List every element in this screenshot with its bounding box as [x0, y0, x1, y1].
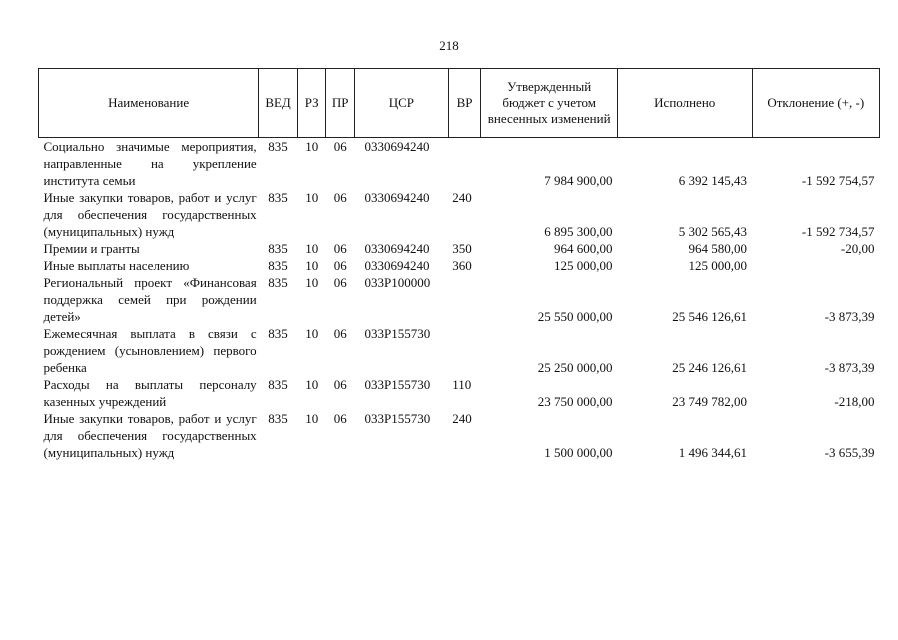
row-ved: 835 — [268, 241, 288, 256]
row-ved: 835 — [268, 139, 288, 154]
row-executed: 5 302 565,43 — [678, 224, 748, 239]
budget-table — [38, 68, 880, 461]
row-csr: 033P155730 — [364, 377, 431, 392]
table-row — [39, 325, 880, 376]
header-deviation: Отклонение (+, -) — [752, 69, 879, 138]
header-name: Наименование — [39, 69, 259, 138]
row-pr: 06 — [333, 190, 347, 205]
page-number: 218 — [439, 38, 459, 53]
row-vr: 360 — [452, 258, 472, 273]
table-row — [39, 189, 880, 240]
row-deviation: -3 873,39 — [824, 360, 875, 375]
row-vr — [448, 138, 481, 190]
row-vr: 110 — [452, 377, 472, 392]
row-pr: 06 — [333, 326, 347, 341]
row-name: Региональный проект «Финансовая поддержка семей при рождении детей» — [43, 275, 257, 324]
row-name: Ежемесячная выплата в связи с рождением (усыновлением) первого ребенка — [43, 326, 257, 375]
row-deviation: -3 655,39 — [824, 445, 875, 460]
row-executed: 964 580,00 — [688, 241, 748, 256]
row-ved: 835 — [268, 377, 288, 392]
row-vr: 240 — [452, 190, 472, 205]
table-row — [39, 257, 880, 274]
row-budget: 1 500 000,00 — [544, 445, 613, 460]
row-vr — [448, 274, 481, 325]
row-csr: 0330694240 — [364, 241, 430, 256]
row-ved: 835 — [268, 411, 288, 426]
header-budget: Утвержденный бюджет с учетом внесенных изменений — [481, 69, 618, 138]
row-pr: 06 — [333, 258, 347, 273]
row-budget: 964 600,00 — [553, 241, 613, 256]
row-deviation — [752, 257, 879, 274]
row-csr: 0330694240 — [364, 258, 430, 273]
row-deviation: -218,00 — [834, 394, 875, 409]
row-csr: 033P100000 — [364, 275, 431, 290]
row-executed: 23 749 782,00 — [672, 394, 748, 409]
table-row — [39, 410, 880, 461]
row-budget: 25 550 000,00 — [537, 309, 613, 324]
row-rz: 10 — [305, 190, 319, 205]
row-csr: 0330694240 — [364, 139, 430, 154]
row-executed: 25 246 126,61 — [672, 360, 748, 375]
row-executed: 125 000,00 — [688, 258, 748, 273]
row-name: Иные закупки товаров, работ и услуг для обеспечения государственных (муниципальных) нужд — [43, 190, 257, 239]
row-ved: 835 — [268, 190, 288, 205]
row-vr: 350 — [452, 241, 472, 256]
row-budget: 23 750 000,00 — [537, 394, 613, 409]
header-rz: РЗ — [297, 69, 326, 138]
row-deviation: -3 873,39 — [824, 309, 875, 324]
row-deviation: -1 592 754,57 — [801, 173, 875, 188]
row-name: Социально значимые мероприятия, направленные на укрепление института семьи — [43, 139, 257, 188]
table-row — [39, 274, 880, 325]
row-executed: 6 392 145,43 — [678, 173, 748, 188]
row-rz: 10 — [305, 241, 319, 256]
table-header-row — [39, 69, 880, 138]
row-budget: 25 250 000,00 — [537, 360, 613, 375]
row-csr: 033P155730 — [364, 326, 431, 341]
row-vr: 240 — [452, 411, 472, 426]
table-row — [39, 138, 880, 190]
header-pr: ПР — [326, 69, 355, 138]
header-ved: ВЕД — [259, 69, 298, 138]
row-budget: 125 000,00 — [553, 258, 613, 273]
header-executed: Исполнено — [617, 69, 752, 138]
row-ved: 835 — [268, 326, 288, 341]
row-ved: 835 — [268, 275, 288, 290]
row-executed: 1 496 344,61 — [678, 445, 748, 460]
row-budget: 7 984 900,00 — [544, 173, 613, 188]
row-ved: 835 — [268, 258, 288, 273]
row-name: Расходы на выплаты персоналу казенных учреждений — [43, 377, 257, 409]
table-row — [39, 240, 880, 257]
row-executed: 25 546 126,61 — [672, 309, 748, 324]
row-rz: 10 — [305, 275, 319, 290]
row-rz: 10 — [305, 139, 319, 154]
row-pr: 06 — [333, 241, 347, 256]
row-csr: 033P155730 — [364, 411, 431, 426]
row-rz: 10 — [305, 377, 319, 392]
row-rz: 10 — [305, 326, 319, 341]
row-deviation: -20,00 — [840, 241, 875, 256]
row-pr: 06 — [333, 139, 347, 154]
row-vr — [448, 325, 481, 376]
table-row — [39, 376, 880, 410]
row-name: Иные выплаты населению — [43, 258, 190, 273]
header-csr: ЦСР — [354, 69, 448, 138]
row-rz: 10 — [305, 411, 319, 426]
row-budget: 6 895 300,00 — [544, 224, 613, 239]
row-pr: 06 — [333, 275, 347, 290]
header-vr: ВР — [448, 69, 481, 138]
row-pr: 06 — [333, 411, 347, 426]
row-rz: 10 — [305, 258, 319, 273]
row-name: Премии и гранты — [43, 241, 140, 256]
row-csr: 0330694240 — [364, 190, 430, 205]
row-pr: 06 — [333, 377, 347, 392]
row-deviation: -1 592 734,57 — [801, 224, 875, 239]
row-name: Иные закупки товаров, работ и услуг для обеспечения государственных (муниципальных) нужд — [43, 411, 257, 460]
